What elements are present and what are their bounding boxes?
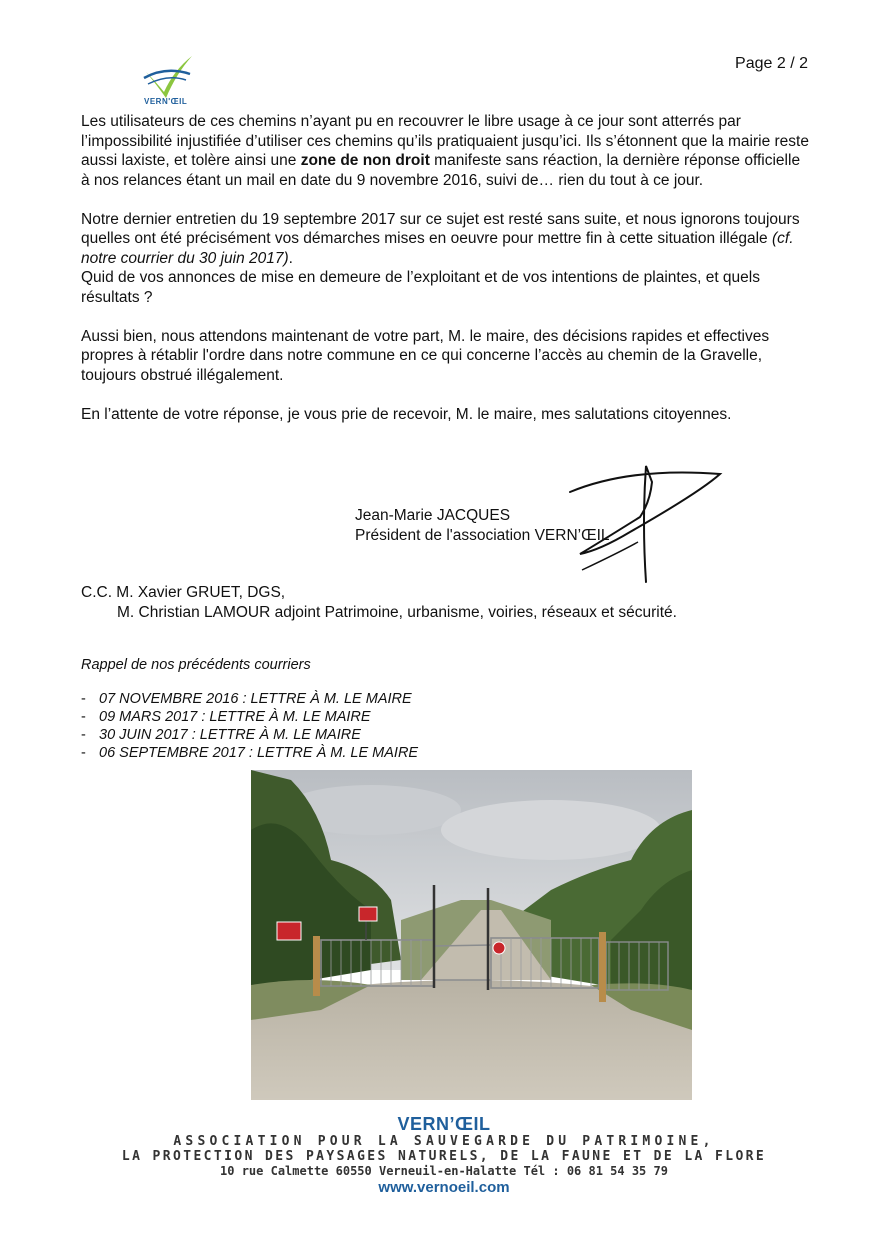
logo-text: VERN'ŒIL <box>144 97 188 106</box>
list-item: - 06 SEPTEMBRE 2017 : LETTRE À M. LE MAIRE <box>81 745 419 761</box>
paragraph-2: Notre dernier entretien du 19 septembre 2017 sur ce sujet est resté sans suite, et nous ignorons toujours quelles ont été précisément vos démarches mises en oeuvre pour mettre fin à cette situation illégale (cf. notre courrier du 30 juin 2017). <box>81 210 800 267</box>
emphasis-zone-de-non-droit: zone de non droit <box>300 152 430 169</box>
cc-block <box>81 583 677 622</box>
reminders-title: Rappel de nos précédents courriers <box>81 657 311 673</box>
footer <box>0 1114 888 1196</box>
signatory-name: Jean-Marie JACQUES <box>355 507 511 524</box>
footer-association-name: VERN’ŒIL <box>397 1114 491 1134</box>
reminders-list <box>81 690 418 762</box>
footer-website: www.vernoeil.com <box>378 1179 510 1196</box>
letter-body <box>81 112 811 444</box>
cc-line-1: C.C. M. Xavier GRUET, DGS, <box>81 584 286 601</box>
footer-line-2: LA PROTECTION DES PAYSAGES NATURELS, DE LA FAUNE ET DE LA FLORE <box>121 1149 767 1164</box>
footer-address: 10 rue Calmette 60550 Verneuil-en-Halatte Tél : 06 81 54 35 79 <box>220 1164 668 1178</box>
paragraph-1: Les utilisateurs de ces chemins n’ayant pu en recouvrer le libre usage à ce jour sont atterrés par l’impossibilité injustifiée d’utiliser ces chemins qu’ils pratiquaient jusqu’ici. Ils s’étonnent que la mairie reste aussi laxiste, et tolère ainsi une zone de non droit manifeste sans réaction, la dernière réponse officielle à nos relances étant un mail en date du 9 novembre 2016, suivi de… rien du tout à ce jour. <box>81 113 809 189</box>
reference-courrier: (cf. notre courrier du 30 juin 2017) <box>81 230 794 267</box>
footer-line-1: ASSOCIATION POUR LA SAUVEGARDE DU PATRIMOINE, <box>173 1134 715 1149</box>
signatory-title: Président de l'association VERN’ŒIL <box>355 526 610 544</box>
list-item: - 07 NOVEMBRE 2016 : LETTRE À M. LE MAIRE <box>81 691 412 707</box>
paragraph-4: Aussi bien, nous attendons maintenant de votre part, M. le maire, des décisions rapides et effectives propres à rétablir l'ordre dans notre commune en ce qui concerne l’accès au chemin de la Gravelle, toujours obstrué illégalement. <box>81 327 770 384</box>
gate-photo <box>251 770 692 1100</box>
page-number: Page 2 / 2 <box>735 55 808 72</box>
list-item: - 09 MARS 2017 : LETTRE À M. LE MAIRE <box>81 709 371 725</box>
paragraph-3: Quid de vos annonces de mise en demeure de l’exploitant et de vos intentions de plaintes, et quels résultats ? <box>81 269 760 306</box>
list-item: - 30 JUIN 2017 : LETTRE À M. LE MAIRE <box>81 727 361 743</box>
cc-line-2: M. Christian LAMOUR adjoint Patrimoine, urbanisme, voiries, réseaux et sécurité. <box>117 603 677 621</box>
paragraph-5: En l’attente de votre réponse, je vous prie de recevoir, M. le maire, mes salutations citoyennes. <box>81 405 732 423</box>
handwritten-signature <box>560 462 730 587</box>
